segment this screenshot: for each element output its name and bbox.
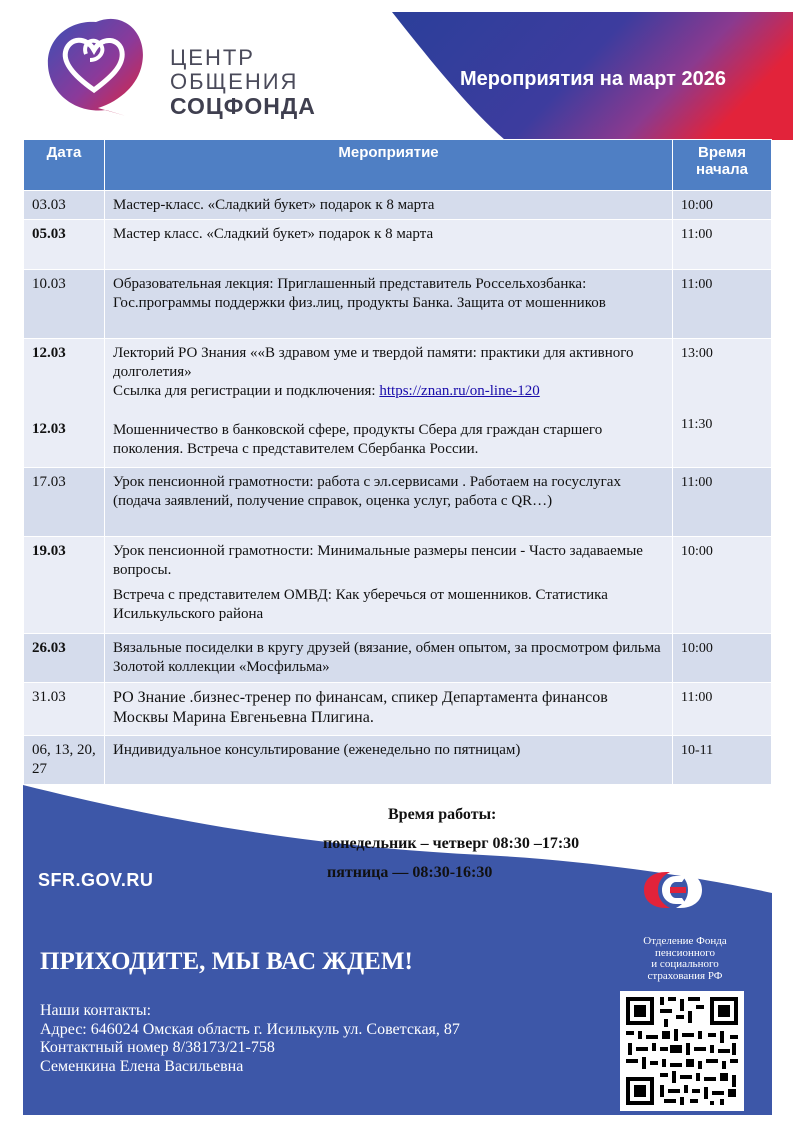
table-row — [24, 634, 772, 683]
row-date: 05.03 — [24, 220, 105, 270]
work-hours-weekdays: понедельник – четверг 08:30 –17:30 — [323, 835, 580, 852]
table-row — [24, 270, 772, 339]
events-table — [23, 139, 772, 785]
row-time: 10:00 — [673, 537, 772, 634]
row-event: Образовательная лекция: Приглашенный представитель Россельхозбанка: Гос.программы поддержки физ.лиц, продукты Банка. Защита от мошенников — [105, 270, 673, 339]
org-name — [625, 936, 745, 982]
contacts-block — [40, 1002, 460, 1076]
row-event: Мастер-класс. «Сладкий букет» подарок к 8 марта — [105, 191, 673, 220]
row-event-a: Лекторий РО Знания ««В здравом уме и твердой памяти: практики для активного долголетия» — [113, 345, 634, 380]
row-event: Вязальные посиделки в кругу друзей (вязание, обмен опытом, за просмотром фильма Золотой коллекции «Мосфильма» — [105, 634, 673, 683]
row-time: 10-11 — [673, 736, 772, 785]
row-time: 11:00 — [673, 683, 772, 736]
logo-line-3: СОЦФОНДА — [170, 93, 316, 119]
contacts-title: Наши контакты: — [40, 1002, 152, 1019]
org-name-line4: страхования РФ — [647, 969, 723, 982]
row-date: 26.03 — [24, 634, 105, 683]
row-time: 10:00 — [673, 634, 772, 683]
row-date-b: 12.03 — [32, 421, 66, 437]
header-time-line2: начала — [696, 161, 748, 178]
row-date: 19.03 — [24, 537, 105, 634]
row-time: 11:00 — [673, 270, 772, 339]
contacts-person: Семенкина Елена Васильевна — [40, 1057, 244, 1075]
row-date: 10.03 — [24, 270, 105, 339]
website-link[interactable]: SFR.GOV.RU — [38, 870, 154, 890]
row-event: РО Знание .бизнес-тренер по финансам, спикер Департамента финансов Москвы Марина Евгеньевна Плигина. — [105, 683, 673, 736]
row-event: Мастер класс. «Сладкий букет» подарок к 8 марта — [105, 220, 673, 270]
invite-heading: ПРИХОДИТЕ, МЫ ВАС ЖДЕМ! — [40, 948, 413, 975]
work-hours-friday: пятница — 08:30-16:30 — [327, 864, 493, 881]
logo-line-2: ОБЩЕНИЯ — [170, 69, 299, 94]
row-event: Индивидуальное консультирование (еженедельно по пятницам) — [105, 736, 673, 785]
row-time-a: 13:00 — [681, 346, 713, 361]
work-hours-title: Время работы: — [388, 806, 497, 823]
org-name-line2: пенсионного — [655, 946, 715, 959]
header-event: Мероприятие — [105, 140, 673, 191]
row-event — [105, 537, 673, 634]
work-hours — [300, 800, 660, 887]
contacts-phone: Контактный номер 8/38173/21-758 — [40, 1039, 275, 1056]
qr-code-icon[interactable] — [620, 991, 744, 1111]
table-row — [24, 339, 772, 468]
table-row — [24, 736, 772, 785]
header-time-line1: Время — [698, 144, 746, 161]
table-header-row — [24, 140, 772, 191]
heart-logo-icon — [46, 14, 146, 119]
table-row — [24, 220, 772, 270]
table-row — [24, 683, 772, 736]
registration-link-label: Ссылка для регистрации и подключения: — [113, 383, 376, 399]
header-date: Дата — [24, 140, 105, 191]
row-date: 03.03 — [24, 191, 105, 220]
header-time — [673, 140, 772, 191]
table-row — [24, 468, 772, 537]
logo-line-1: ЦЕНТР — [170, 45, 255, 70]
row-date: 31.03 — [24, 683, 105, 736]
contacts-address: Адрес: 646024 Омская область г. Исилькуль ул. Советская, 87 — [40, 1020, 460, 1038]
row-time-b: 11:30 — [681, 417, 713, 432]
row-date — [24, 339, 105, 468]
row-date: 17.03 — [24, 468, 105, 537]
row-time — [673, 339, 772, 468]
row-event — [105, 339, 673, 468]
registration-link-line — [113, 382, 664, 401]
row-event-a: Урок пенсионной грамотности: Минимальные размеры пенсии - Часто задаваемые вопросы. — [113, 543, 643, 578]
table-row — [24, 191, 772, 220]
table-row — [24, 537, 772, 634]
sfr-logo-icon — [640, 868, 706, 912]
row-time: 10:00 — [673, 191, 772, 220]
row-time: 11:00 — [673, 220, 772, 270]
row-event: Урок пенсионной грамотности: работа с эл.сервисами . Работаем на госуслугах (подача заявлений, получение справок, оценка услуг, работа с QR…) — [105, 468, 673, 537]
org-name-line1: Отделение Фонда — [643, 935, 727, 947]
row-event-b: Мошенничество в банковской сфере, продукты Сбера для граждан старшего поколения. Встреча с представителем Сбербанка России. — [113, 422, 603, 457]
registration-link[interactable]: https://znan.ru/on-line-120 — [379, 383, 540, 399]
row-event-b: Встреча с представителем ОМВД: Как уберечься от мошенников. Статистика Исилькульского района — [113, 587, 608, 622]
logo-title — [170, 46, 316, 118]
row-time: 11:00 — [673, 468, 772, 537]
row-date: 06, 13, 20, 27 — [24, 736, 105, 785]
org-name-line3: и социального — [651, 958, 719, 970]
row-date-a: 12.03 — [32, 345, 66, 361]
page-title: Мероприятия на март 2026 — [460, 68, 727, 90]
